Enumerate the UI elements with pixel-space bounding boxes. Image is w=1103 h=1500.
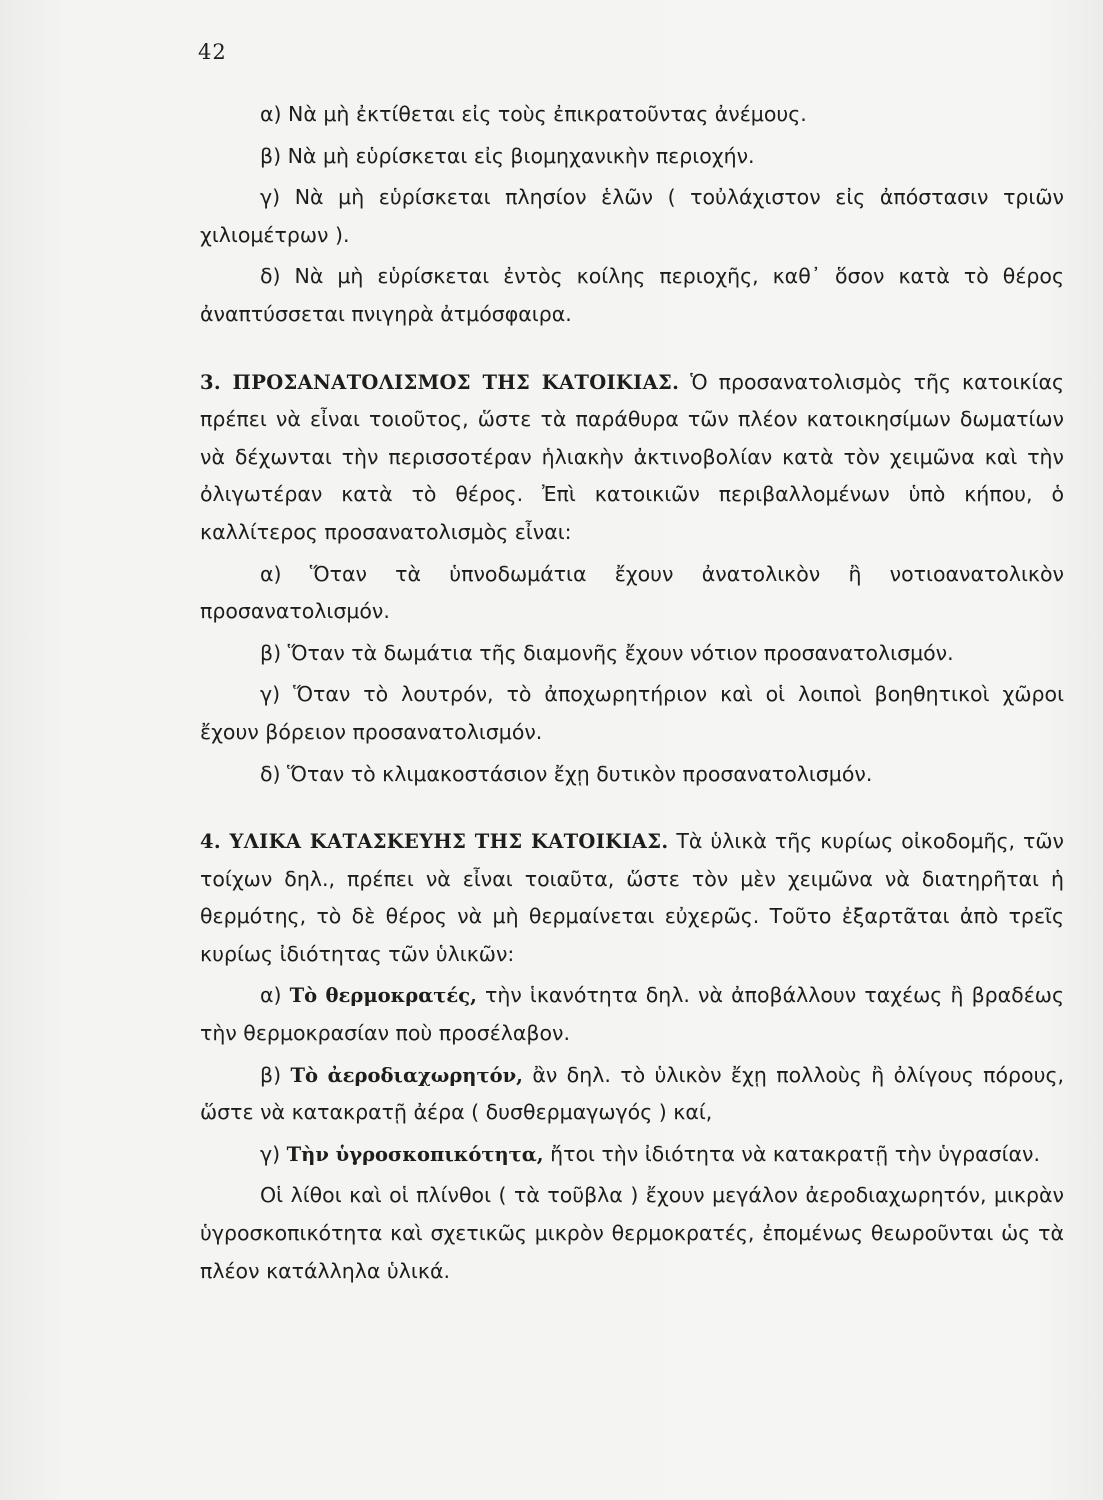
list-label: γ)	[260, 1141, 287, 1166]
section-3-paragraph	[200, 364, 1064, 552]
term-description: ἂν δηλ. τὸ ὑλικὸν ἔχῃ πολλοὺς ἢ ὀλίγους πόρους, ὥστε νὰ κατακρατῇ ἀέρα ( δυσθερμαγωγός ) καί,	[200, 1062, 1065, 1125]
list-item	[200, 977, 1064, 1052]
section-4-text: Τὰ ὑλικὰ τῆς κυρίως οἰκοδομῆς, τῶν τοίχων δηλ., πρέπει νὰ εἶναι τοιαῦτα, ὥστε τὸν μὲν χειμῶνα νὰ διατηρῆται ἡ θερμότης, τὸ δὲ θέρος νὰ μὴ θερμαίνεται εὐχερῶς. Τοῦτο ἐξαρτᾶται ἀπὸ τρεῖς κυρίως ἰδιότητας τῶν ὑλικῶν:	[200, 829, 1064, 966]
section-3-text: Ὁ προσανατολισμὸς τῆς κατοικίας πρέπει νὰ εἶναι τοιοῦτος, ὥστε τὰ παράθυρα τῶν πλέον κατοικησίμων δωματίων νὰ δέχωνται τὴν περισσοτέραν ἡλιακὴν ἀκτινοβολίαν κατὰ τὸν χειμῶνα καὶ τὴν ὀλιγωτέραν κατὰ τὸ θέρος. Ἐπὶ κατοικιῶν περιβαλλομένων ὑπὸ κήπου, ὁ καλλίτερος προσανατολισμὸς εἶναι:	[200, 369, 1064, 544]
term-description: τὴν ἱκανότητα δηλ. νὰ ἀποβάλλουν ταχέως ἢ βραδέως τὴν θερμοκρασίαν ποὺ προσέλαβον.	[200, 983, 1065, 1046]
section-4-heading: 4. ΥΛΙΚΑ ΚΑΤΑΣΚΕΥΗΣ ΤΗΣ ΚΑΤΟΙΚΙΑΣ.	[200, 830, 669, 854]
list-item: γ) Ὅταν τὸ λουτρόν, τὸ ἀποχωρητήριον καὶ οἱ λοιποὶ βοηθητικοὶ χῶροι ἔχουν βόρειον προσανατολισμόν.	[200, 682, 1064, 744]
term: Τὴν ὑγροσκοπικότητα,	[286, 1142, 544, 1166]
page-body	[200, 96, 1064, 1294]
list-label: α)	[260, 983, 290, 1008]
list-item: β) Ὅταν τὰ δωμάτια τῆς διαμονῆς ἔχουν νότιον προσανατολισμόν.	[260, 640, 954, 665]
page-number: 42	[198, 40, 227, 64]
section-3-heading: 3. ΠΡΟΣΑΝΑΤΟΛΙΣΜΟΣ ΤΗΣ ΚΑΤΟΙΚΙΑΣ.	[200, 370, 680, 394]
list-item: δ) Ὅταν τὸ κλιμακοστάσιον ἔχῃ δυτικὸν προσανατολισμόν.	[260, 761, 873, 786]
term: Τὸ ἀεροδιαχωρητόν,	[290, 1063, 523, 1087]
list-item: α) Ὅταν τὰ ὑπνοδωμάτια ἔχουν ἀνατολικὸν ἢ νοτιοανατολικὸν προσανατολισμόν.	[200, 561, 1064, 624]
list-item: β) Νὰ μὴ εὑρίσκεται εἰς βιομηχανικὴν περιοχήν.	[260, 143, 755, 168]
closing-paragraph: Οἱ λίθοι καὶ οἱ πλίνθοι ( τὰ τοῦβλα ) ἔχουν μεγάλον ἀεροδιαχωρητόν, μικρὰν ὑγροσκοπικότητα καὶ σχετικῶς μικρὸν θερμοκρατές, ἐπομένως θεωροῦνται ὡς τὰ πλέον κατάλληλα ὑλικά.	[200, 1183, 1064, 1283]
list-label: β)	[260, 1062, 291, 1087]
list-item: δ) Νὰ μὴ εὑρίσκεται ἐντὸς κοίλης περιοχῆς, καθ᾽ ὅσον κατὰ τὸ θέρος ἀναπτύσσεται πνιγηρὰ ἀτμόσφαιρα.	[200, 264, 1064, 326]
section-4-paragraph	[200, 823, 1064, 973]
list-item	[200, 1136, 1064, 1174]
term-description: ἤτοι τὴν ἰδιότητα νὰ κατακρατῇ τὴν ὑγρασίαν.	[543, 1141, 1041, 1166]
list-item: γ) Νὰ μὴ εὑρίσκεται πλησίον ἑλῶν ( τοὐλάχιστον εἰς ἀπόστασιν τριῶν χιλιομέτρων ).	[200, 185, 1064, 247]
list-item: α) Νὰ μὴ ἐκτίθεται εἰς τοὺς ἐπικρατοῦντας ἀνέμους.	[260, 102, 807, 126]
term: Τὸ θερμοκρατές,	[289, 984, 477, 1008]
list-item	[200, 1057, 1064, 1132]
